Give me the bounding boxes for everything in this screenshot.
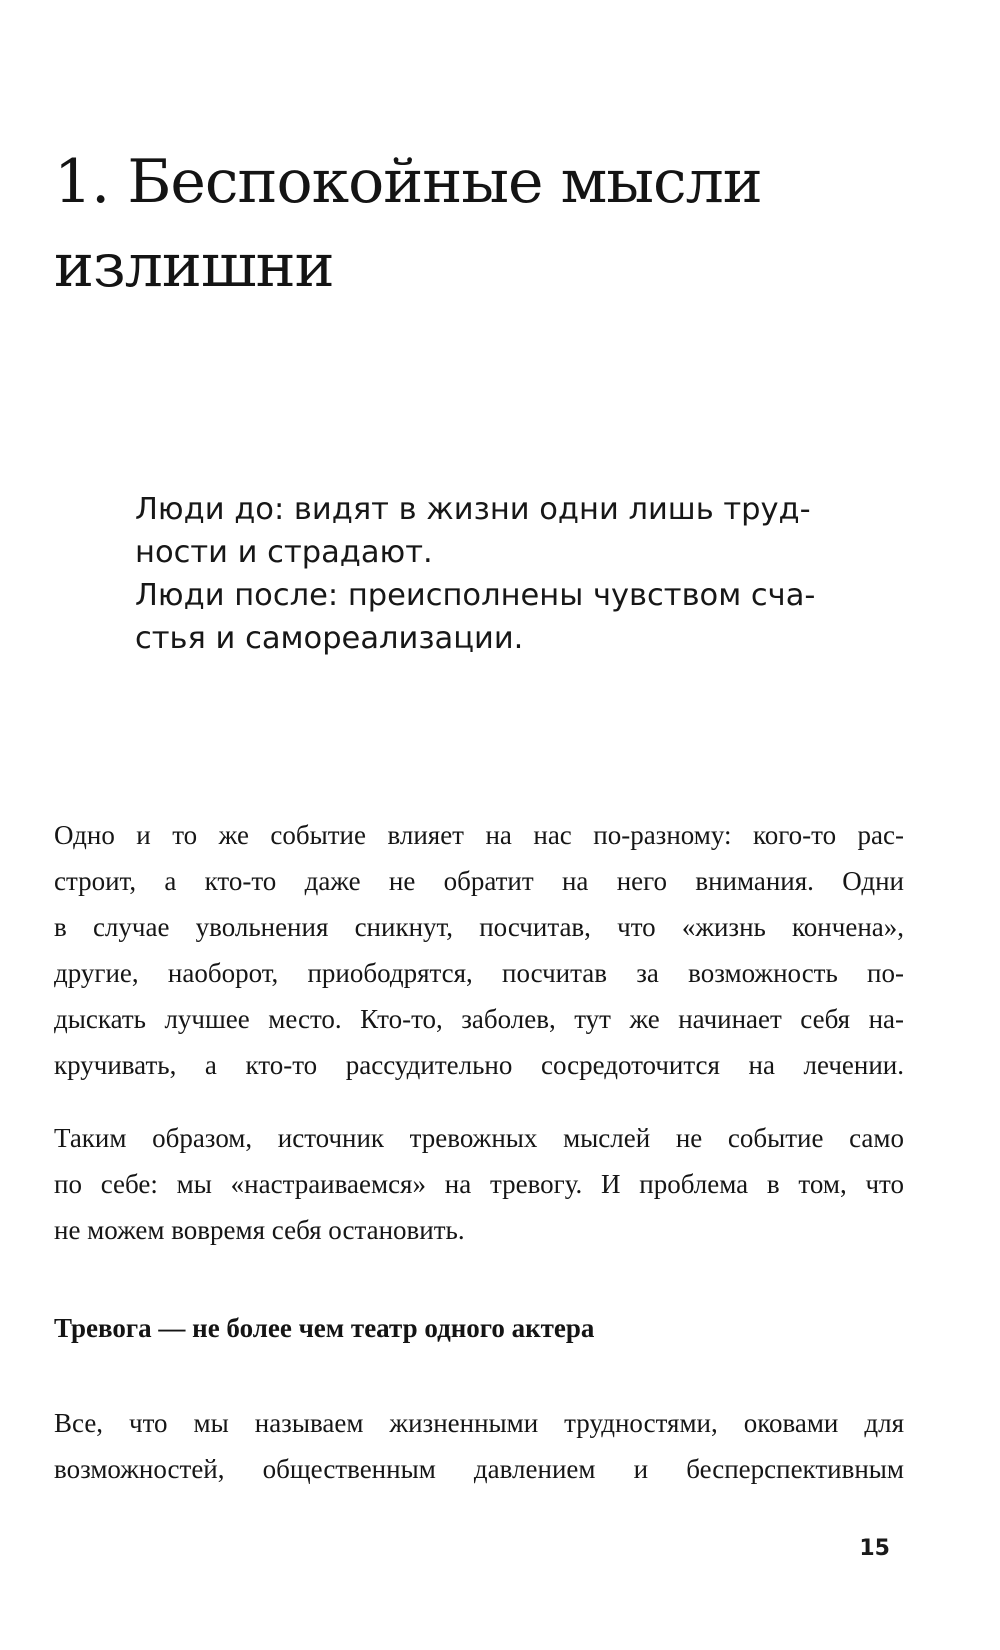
text-line: другие, наоборот, приободрятся, посчитав за возможность по- [54, 958, 904, 988]
summary-before [135, 488, 915, 574]
paragraph-1 [54, 812, 904, 1088]
summary-after [135, 574, 915, 660]
text-line: Все, что мы называем жизненными трудностями, оковами для [54, 1408, 904, 1438]
section-subheading: Тревога — не более чем театр одного актера [54, 1313, 595, 1343]
text-line: строит, а кто-то даже не обратит на него внимания. Одни [54, 866, 904, 896]
summary-line: Люди после: преисполнены чувством сча- [135, 578, 816, 613]
text-line: не можем вовремя себя остановить. [54, 1215, 465, 1245]
chapter-title-line-1: 1. Беспокойные мысли [54, 147, 762, 217]
chapter-title-line-2: излишни [54, 231, 334, 301]
page-number: 15 [859, 1536, 890, 1561]
paragraph-2 [54, 1115, 904, 1253]
text-line: кручивать, а кто-то рассудительно сосредоточится на лечении. [54, 1050, 904, 1080]
text-line: дыскать лучшее место. Кто-то, заболев, тут же начинает себя на- [54, 1004, 904, 1034]
text-line: в случае увольнения сникнут, посчитав, что «жизнь кончена», [54, 912, 904, 942]
summary-line: ности и страдают. [135, 535, 433, 570]
chapter-title [54, 140, 934, 308]
chapter-summary [135, 488, 915, 660]
summary-line: стья и самореализации. [135, 621, 524, 656]
summary-line: Люди до: видят в жизни одни лишь труд- [135, 492, 811, 527]
paragraph-3 [54, 1400, 904, 1492]
text-line: по себе: мы «настраиваемся» на тревогу. И проблема в том, что [54, 1169, 904, 1199]
text-line: возможностей, общественным давлением и бесперспективным [54, 1454, 904, 1484]
text-line: Одно и то же событие влияет на нас по-разному: кого-то рас- [54, 820, 904, 850]
text-line: Таким образом, источник тревожных мыслей не событие само [54, 1123, 904, 1153]
